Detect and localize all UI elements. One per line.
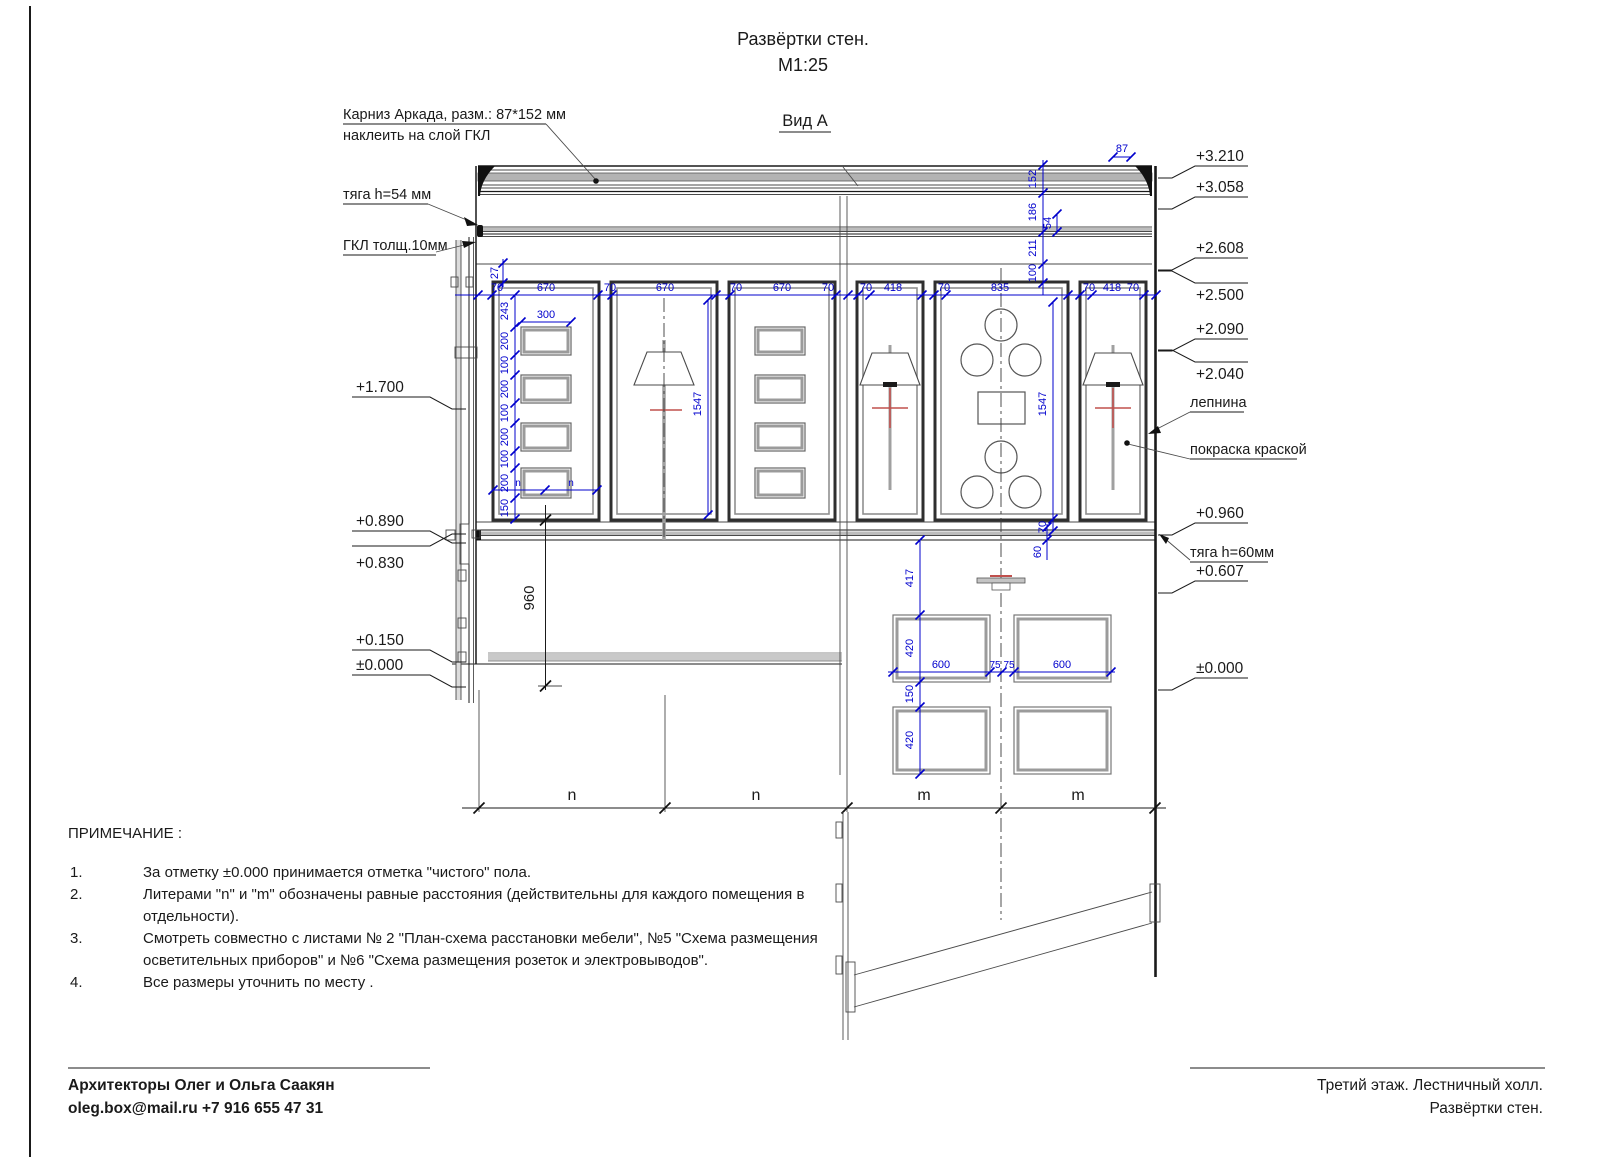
dim-top-0: 70 xyxy=(490,282,504,294)
dim-top-4: 70 xyxy=(729,282,743,294)
stair-post-left xyxy=(846,962,855,1012)
dim-70-p5: 70 xyxy=(1037,520,1049,534)
notes-heading: ПРИМЕЧАНИЕ : xyxy=(68,825,183,842)
dim-small-n2: n xyxy=(568,478,574,489)
floor-lamp xyxy=(634,298,694,540)
title-block xyxy=(737,29,869,132)
level-0830: +0.830 xyxy=(356,555,404,572)
note-1-text: За отметку ±0.000 принимается отметка "чистого" пола. xyxy=(143,864,532,881)
dim-100t: 100 xyxy=(1027,263,1039,283)
dim-211: 211 xyxy=(1027,239,1039,257)
dim-top-7: 70 xyxy=(859,282,873,294)
note-3-text2: осветительных приборов" и №6 "Схема размещения розеток и электровыводов". xyxy=(143,952,709,969)
dim-1547-p2: 1547 xyxy=(692,391,704,417)
dim-200c: 200 xyxy=(499,427,511,447)
notes-block xyxy=(68,825,818,991)
dim-100a: 100 xyxy=(499,355,511,375)
level-0890: +0.890 xyxy=(356,513,404,530)
level-0607: +0.607 xyxy=(1196,563,1244,580)
dim-top-13: 70 xyxy=(1126,282,1140,294)
note-3-text1: Смотреть совместно с листами № 2 "План-схема расстановки мебели", №5 "Схема размещения xyxy=(143,930,818,947)
note-2-text1: Литерами "n" и "m" обозначены равные расстояния (действительны для каждого помещения в xyxy=(143,886,805,903)
footer-architects: Архитекторы Олег и Ольга Саакян xyxy=(68,1077,335,1094)
sconce-left xyxy=(860,345,920,490)
tyaga60-label: тяга h=60мм xyxy=(1190,545,1275,561)
lepnina-label: лепнина xyxy=(1190,395,1247,411)
dim-top-3: 670 xyxy=(655,282,675,294)
annotations-right xyxy=(1124,395,1307,562)
equal-letter-n1: n xyxy=(567,787,577,804)
dim-300: 300 xyxy=(536,309,556,321)
cornice xyxy=(478,166,1152,196)
level-0000-left: ±0.000 xyxy=(356,657,404,674)
level-0000-right: ±0.000 xyxy=(1196,660,1244,677)
panel-1-ornament-rects xyxy=(521,327,571,498)
level-2040: +2.040 xyxy=(1196,366,1244,383)
stair-stringer-top xyxy=(854,892,1152,975)
sconce-right xyxy=(1083,345,1143,490)
dim-420a: 420 xyxy=(904,638,916,658)
note-3-num: 3. xyxy=(70,930,83,947)
level-2090: +2.090 xyxy=(1196,321,1244,338)
equal-letter-m2: m xyxy=(1071,787,1085,804)
cornice-leader xyxy=(546,124,596,180)
dim-200a: 200 xyxy=(499,331,511,351)
level-1700: +1.700 xyxy=(356,379,404,396)
note-2-num: 2. xyxy=(70,886,83,903)
page-title: Развёртки стен. xyxy=(737,29,869,49)
note-4-text: Все размеры уточнить по месту . xyxy=(143,974,374,991)
wall-section-strip xyxy=(446,237,480,703)
panel-4 xyxy=(857,282,923,520)
equal-letter-m1: m xyxy=(917,787,931,804)
dim-417: 417 xyxy=(904,568,916,588)
wall-panels xyxy=(490,268,1146,920)
stair-railing xyxy=(836,812,1160,1040)
page-scale: М1:25 xyxy=(777,55,829,75)
dim-960-label: 960 xyxy=(521,585,538,611)
equal-letter-n2: n xyxy=(751,787,761,804)
dimensions-blue xyxy=(455,143,1161,779)
dim-54: 54 xyxy=(1042,216,1054,230)
cornice-note-line2: наклеить на слой ГКЛ xyxy=(343,128,491,144)
level-3210: +3.210 xyxy=(1196,148,1244,165)
dim-87: 87 xyxy=(1115,143,1129,155)
level-2608: +2.608 xyxy=(1196,240,1244,257)
stair-stringer-bottom xyxy=(854,923,1152,1007)
dim-420b: 420 xyxy=(904,730,916,750)
dim-top-1: 670 xyxy=(536,282,556,294)
paint-leader xyxy=(1128,444,1190,459)
dim-60: 60 xyxy=(1032,545,1044,559)
dim-200d: 200 xyxy=(499,473,511,493)
dim-top-5: 670 xyxy=(772,282,792,294)
dim-100b: 100 xyxy=(499,403,511,423)
level-0150: +0.150 xyxy=(356,632,404,649)
panel-5 xyxy=(935,268,1068,920)
dim-150b: 150 xyxy=(904,684,916,704)
dim-top-10: 835 xyxy=(990,282,1010,294)
dim-150: 150 xyxy=(499,498,511,518)
footer-location: Третий этаж. Лестничный холл. xyxy=(1317,1077,1543,1094)
cornice-note-line1: Карниз Аркада, разм.: 87*152 мм xyxy=(343,107,567,123)
footer-contacts: oleg.box@mail.ru +7 916 655 47 31 xyxy=(68,1100,324,1117)
dim-243: 243 xyxy=(499,301,511,321)
dim-600b: 600 xyxy=(1052,659,1072,671)
dim-100c: 100 xyxy=(499,449,511,469)
note-4-num: 4. xyxy=(70,974,83,991)
dim-top-6: 70 xyxy=(821,282,835,294)
lower-wall-rects xyxy=(893,615,1111,774)
dim-27: 27 xyxy=(489,266,501,280)
bottom-zone xyxy=(462,690,1166,1040)
view-label: Вид А xyxy=(782,112,828,130)
level-marks-left xyxy=(352,379,466,687)
level-marks-right xyxy=(1158,148,1248,690)
gkl-label: ГКЛ толщ.10мм xyxy=(343,238,448,254)
dim-top-12: 418 xyxy=(1102,282,1122,294)
panel-3-ornament-rects xyxy=(755,327,805,498)
dim-top-9: 70 xyxy=(937,282,951,294)
note-1-num: 1. xyxy=(70,864,83,881)
level-3058: +3.058 xyxy=(1196,179,1244,196)
dim-75a: 75 xyxy=(989,660,1001,671)
dim-top-8: 418 xyxy=(883,282,903,294)
dim-75b: 75 xyxy=(1003,660,1015,671)
paint-label: покраска краской xyxy=(1190,442,1307,458)
tyaga54-label: тяга h=54 мм xyxy=(343,187,432,203)
note-2-text2: отдельности). xyxy=(143,908,240,925)
footer-sheet-name: Развёртки стен. xyxy=(1429,1100,1543,1117)
dim-152: 152 xyxy=(1027,169,1039,189)
panel-3 xyxy=(729,282,835,520)
dim-186: 186 xyxy=(1027,202,1039,222)
dim-top-2: 70 xyxy=(603,282,617,294)
panel-6 xyxy=(1080,282,1146,520)
footer xyxy=(68,1068,1545,1117)
outlet-symbol xyxy=(977,576,1025,590)
dim-600a: 600 xyxy=(931,659,951,671)
level-2500: +2.500 xyxy=(1196,287,1244,304)
dim-1547-p5: 1547 xyxy=(1037,391,1049,417)
dim-small-n1: n xyxy=(515,478,521,489)
level-0960: +0.960 xyxy=(1196,505,1244,522)
dim-top-11: 70 xyxy=(1082,282,1096,294)
dim-200b: 200 xyxy=(499,379,511,399)
